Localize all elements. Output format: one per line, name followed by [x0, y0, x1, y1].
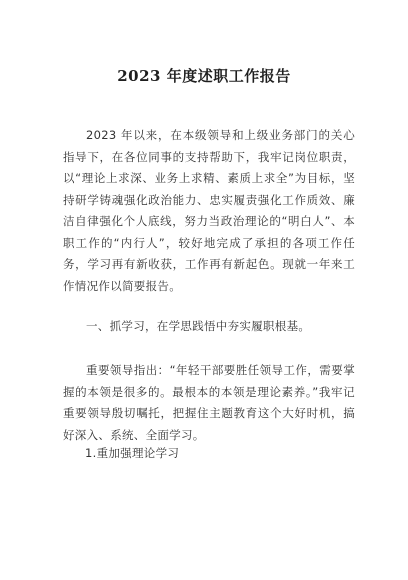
- document-title: 2023 年度述职工作报告: [117, 67, 291, 85]
- section-heading-paragraph: 一、抓学习，在学思践悟中夯实履职根基。: [86, 319, 311, 333]
- body-paragraph: 重要领导指出：“年轻干部要胜任领导工作，需要掌握的本领是很多的。最根本的本领是理论素养。”我牢记重要领导殷切嘱托，把握住主题教育这个大好时机，搞好深入、系统、全面学习。: [63, 363, 355, 442]
- intro-paragraph: 2023 年以来，在本级领导和上级业务部门的关心指导下，在各位同事的支持帮助下，我牢记岗位职责，以“理论上求深、业务上求精、素质上求全”为目标，坚持研学铸魂强化政治能力、忠实履责强化工作质效、廉洁自律强化个人底线，努力当政治理论的“明白人”、本职工作的“内行人”，较好地完成了承担的各项工作任务，学习再有新收获，工作再有新起色。现就一年来工作情况作以简要报告。: [63, 128, 355, 293]
- subsection-heading: 1.重加强理论学习: [85, 446, 180, 460]
